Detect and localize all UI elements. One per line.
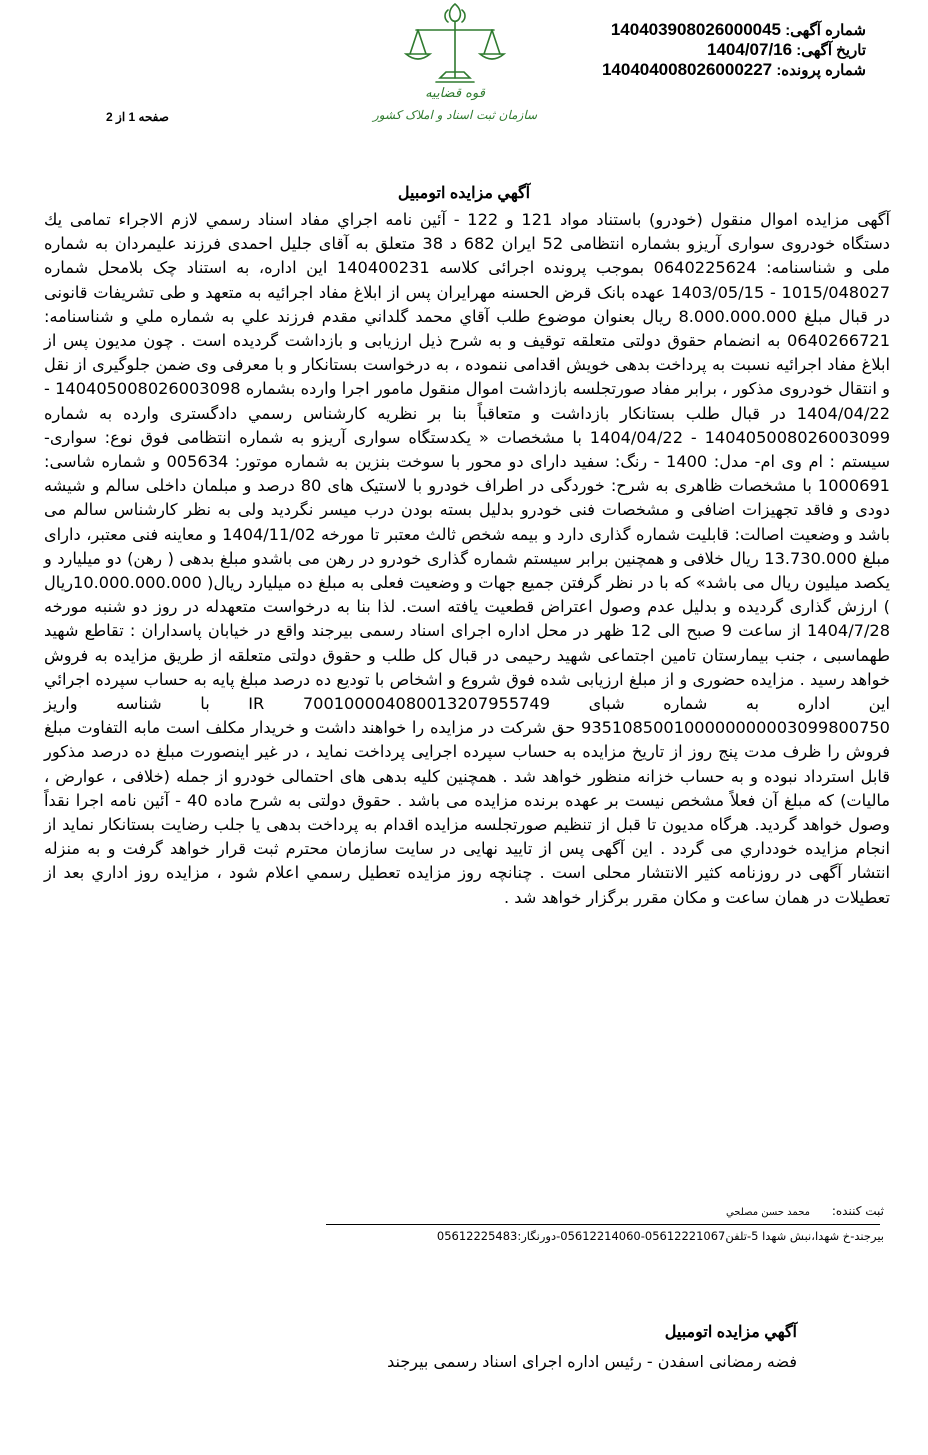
case-number: 140404008026000227	[601, 60, 773, 79]
notice-title: آگهي مزايده اتومبيل	[397, 185, 531, 202]
case-number-label: شماره پرونده:	[776, 62, 866, 79]
ad-date-row	[536, 40, 866, 60]
judiciary-emblem	[360, 0, 550, 140]
registrar-label: ثبت کننده:	[831, 1204, 884, 1218]
scales-of-justice-icon	[360, 0, 550, 90]
registrar-line	[484, 1204, 884, 1218]
notice-body	[44, 208, 890, 910]
case-number-row	[536, 60, 866, 80]
footer-divider	[326, 1224, 880, 1225]
page-info: صفحه 1 از 2	[106, 110, 169, 124]
summary-signatory: فضه رمضانی اسفدن - رئیس اداره اجرای اسناد رسمی بیرجند	[387, 1352, 797, 1371]
ad-date: 1404/07/16	[707, 40, 793, 59]
ad-date-label: تاریخ آگهی:	[796, 42, 866, 59]
ad-metadata	[536, 20, 866, 80]
registrar-name: محمد حسن مصلحي	[725, 1207, 811, 1218]
emblem-caption-registration-org: سازمان ثبت اسناد و املاک کشور	[372, 108, 538, 122]
notice-paragraph: آگهی مزایده اموال منقول (خودرو) باستناد مواد 121 و 122 - آئین نامه اجراي مفاد اسناد رسمي لازم الاجراء تمامی يك دستگاه خودروی سواری آریزو بشماره انتظامی 52 ایران 682 د 38 متعلق به آقای جلیل احمدی فرزند علیمردان به شماره ملی و شناسنامه: 0640225624 بموجب پرونده اجرائی کلاسه 140400231 این اداره، به استناد چک بلامحل شماره 1015/048027 - 1403/05/15 عهده بانک قرض الحسنه مهرایران پس از ابلاغ مفاد اجرائیه به متعهد و طی تشریفات قانونی در قبال مبلغ 8.000.000.000 ریال بعنوان موضوع طلب آقاي محمد گلداني مقدم فرزند علي به شماره ملي و شناسنامه: 0640266721 به انضمام حقوق دولتی متعلقه توقیف و به شرح ذیل ارزیابی و بازداشت گردیده است . چون مدیون پس از ابلاغ مفاد اجرائیه نسبت به پرداخت بدهی خویش اقدامی ننموده ، به درخواست بستانکار و با معرفی وی ضمن جلوگیری از نقل و انتقال خودروی مذکور ، برابر مفاد صورتجلسه بازداشت اموال منقول مامور اجرا وارده بشماره 140405008026003098 - 1404/04/22 در قبال طلب بستانکار بازداشت و متعاقباً بنا بر نظریه کارشناس رسمي دادگستری وارده به شماره 140405008026003099 - 1404/04/22 با مشخصات « يكدستگاه سواری آریزو به شماره انتظامی فوق نوع: سواری- سیستم : ام وی ام- مدل: 1400 - رنگ: سفید دارای دو محور با سوخت بنزین به شماره موتور: 005634 و شماره شاسی: 1000691 با مشخصات ظاهری به شرح: خوردگی در اطراف خودرو با لاستیک های 80 درصد و مبلمان داخلی سالم و شیشه دودی و فاقد تجهیزات اضافی و مشخصات فنی خودرو بدلیل بسته بودن درب میسر نگردید ولی به نظر کارشناس سالم می باشد و وضعیت اصالت: قابلیت شماره گذاری دارد و بیمه شخص ثالث معتبر تا مورخه 1404/11/02 و معاینه فنی معتبر، دارای مبلغ 13.730.000 ریال خلافی و همچنین برابر سیستم شماره گذاری خودرو در رهن می باشدو مبلغ بدهی ( رهن) دو میلیارد و یکصد میلیون ریال می باشد» که با در نظر گرفتن جمیع جهات و وضعیت فعلی به مبلغ ده میلیارد ریال( 10.000.000.000ریال ) ارزش گذاری گردیده و بدلیل عدم وصول اعتراض قطعیت یافته است. لذا بنا به درخواست متعهدله در روز دو شنبه مورخه 1404/7/28 از ساعت 9 صبح الی 12 ظهر در محل اداره اجرای اسناد رسمی بیرجند واقع در خیابان پاسداران : تقاطع شهید طهماسبی ، جنب بیمارستان تامین اجتماعی شهید رحیمی در قبال کل طلب و حقوق دولتی متعلقه از طريق مزايده به فروش خواهد رسید . مزایده حضوری و از مبلغ ارزیابی شده فوق شروع و اشخاص با توديع ده درصد مبلغ پايه به حساب سپرده اجرائي اين اداره به شماره شبای IR 700100004080013207955749 با شناسه واریز 935108500100000000003099800750 حق شركت در مزايده را خواهند داشت و خريدار مكلف است مابه التفاوت مبلغ فروش را ظرف مدت پنج روز از تاریخ مزایده به حساب سپرده اجرایی پرداخت نماید ، در غیر اینصورت مبلغ ده درصد مذکور قابل استرداد نبوده و به حساب خزانه منظور خواهد شد . همچنین کلیه بدهی های احتمالی خودرو از جمله (خلافی ، عوارض ، مالیات) که مبلغ آن فعلاً مشخص نیست بر عهده برنده مزایده می باشد . حقوق دولتی به شرح ماده 40 - آئین نامه اجرا نقداً وصول خواهد گردید. هرگاه مديون تا قبل از تنظيم صورتجلسه مزايده اقدام به پرداخت بدهی يا جلب رضايت بستانكار نمايد از انجام مزايده خودداري می گردد . این آگهی پس از تایید نهایی در سایت سازمان محترم ثبت قرار خواهد گرفت و به منزله انتشار آگهی در روزنامه کثیر الانتشار محلی است . چنانچه روز مزايده تعطيل رسمي اعلام شود ، مزايده روز اداري بعد از تعطيلات در همان ساعت و مكان مقرر برگزار خواهد شد .	[44, 210, 891, 907]
emblem-caption-judiciary: قوه قضاییه	[425, 86, 485, 101]
summary-title: آگهي مزايده اتومبيل	[664, 1324, 797, 1341]
office-contact-line: بيرجند-خ شهدا،نبش شهدا 5-تلفن05612221067-05612214060-دورنگار:05612225483	[436, 1229, 884, 1243]
ad-number-row	[536, 20, 866, 40]
ad-number: 14040390802600004‎5	[610, 20, 782, 39]
ad-number-label: شماره آگهی:	[785, 22, 866, 39]
